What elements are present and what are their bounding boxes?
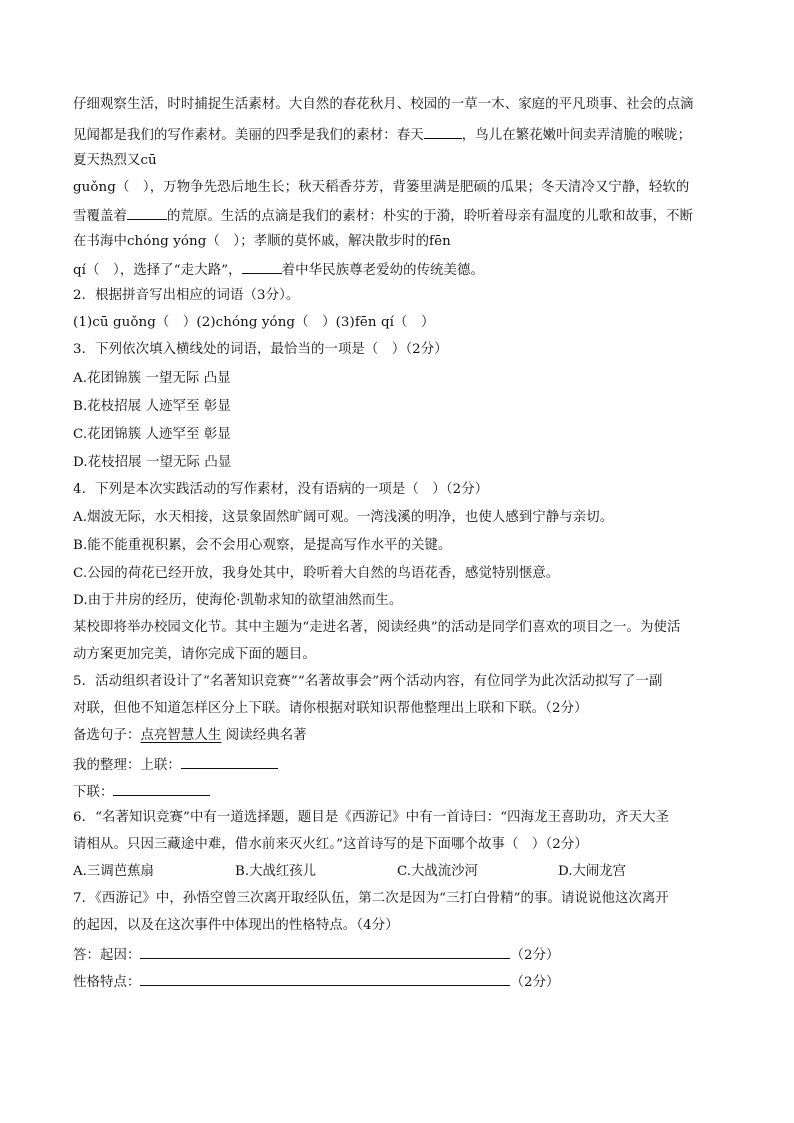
- q7-line-2: 的起因，以及在这次事件中体现出的性格特点。（4分）: [73, 918, 399, 933]
- passage-line-4: guǒng（ ），万物争先恐后地生长；秋天稻香芬芳，背篓里满是肥硕的瓜果；冬天清冷又宁静，轻软的: [73, 180, 690, 195]
- q3-option-a: A.花团锦簇 一望无际 凸显: [73, 371, 231, 386]
- passage-line-6: 在书海中chóng yóng（ ）；孝顺的莫怀戚，解决散步时的fēn: [73, 234, 451, 249]
- passage-text: qí（ ），选择了“走大路”，: [73, 263, 242, 278]
- fill-blank-3[interactable]: [242, 259, 282, 274]
- q3-option-c: C.花团锦簇 人迹罕至 彰显: [73, 427, 231, 442]
- fill-blank-1[interactable]: [424, 124, 462, 139]
- q5-upper-row: [73, 754, 278, 776]
- passage-text: 着中华民族尊老爱幼的传统美德。: [281, 263, 485, 278]
- intro-line-1: 某校即将举办校园文化节。其中主题为“走进名著，阅读经典”的活动是同学们喜欢的项目之一。为使活: [73, 620, 681, 635]
- q2-items: (1)cū guǒng（ ）(2)chóng yóng（ ）(3)fēn qí（ ）: [73, 315, 435, 330]
- q4-option-c: C.公园的荷花已经开放，我身处其中，聆听着大自然的鸟语花香，感觉特别惬意。: [73, 566, 560, 581]
- passage-line-2: [73, 124, 691, 146]
- passage-line-3: 夏天热烈又cū: [73, 153, 157, 168]
- q6-option-c: C.大战流沙河: [397, 864, 478, 879]
- lower-label: 下联：: [73, 785, 114, 800]
- q4-option-a: A.烟波无际，水天相接，这景象固然旷阔可观。一湾浅溪的明净，也使人感到宁静与亲切。: [73, 510, 614, 525]
- passage-text: 见闻都是我们的写作素材。美丽的四季是我们的素材：春天: [73, 128, 424, 143]
- cause-label: 答：起因：: [73, 948, 141, 963]
- passage-text: ，鸟儿在繁花嫩叶间卖弄清脆的喉咙；: [461, 128, 692, 143]
- passage-line-1: 仔细观察生活，时时捕捉生活素材。大自然的春花秋月、校园的一草一木、家庭的平凡琐事、社会的点滴: [73, 97, 694, 112]
- passage-line-5: [73, 205, 693, 227]
- q7-line-1: 7．《西游记》中，孙悟空曾三次离开取经队伍，第二次是因为“三打白骨精”的事。请说说他这次离开: [73, 891, 669, 906]
- fill-blank-2[interactable]: [127, 205, 167, 220]
- passage-text: 的荒原。生活的点滴是我们的素材：朴实的于漪，聆听着母亲有温度的儿歌和故事，不断: [166, 209, 694, 224]
- lower-answer-line[interactable]: [113, 781, 210, 796]
- q3-title: 3．下列依次填入横线处的词语，最恰当的一项是（ ）（2分）: [73, 342, 448, 357]
- q5-line-2: 对联，但他不知道怎样区分上下联。请你根据对联知识帮他整理出上联和下联。（2分）: [73, 701, 588, 716]
- passage-line-7: [73, 259, 484, 281]
- q7-trait-row: [73, 971, 560, 993]
- q4-title: 4．下列是本次实践活动的写作素材，没有语病的一项是（ ）（2分）: [73, 482, 489, 497]
- q6-option-d: D.大闹龙宫: [558, 864, 627, 879]
- trait-answer-line[interactable]: [140, 971, 510, 986]
- q4-option-d: D.由于井房的经历，使海伦·凯勒求知的欲望油然而生。: [73, 593, 403, 608]
- q6-option-b: B.大战红孩儿: [235, 864, 317, 879]
- q3-option-b: B.花枝招展 人迹罕至 彰显: [73, 399, 231, 414]
- sentence-a: 点亮智慧人生: [140, 728, 222, 743]
- intro-line-2: 动方案更加完美，请你完成下面的题目。: [73, 647, 316, 662]
- upper-label: 我的整理：上联：: [73, 758, 181, 773]
- q7-answer-row: [73, 944, 560, 966]
- trait-label: 性格特点：: [73, 975, 141, 990]
- q2-title: 2．根据拼音写出相应的词语（3分）。: [73, 288, 300, 303]
- score: （2分）: [510, 948, 560, 963]
- q6-line-2: 请相从。只因三藏途中难，借水前来灭火红。”这首诗写的是下面哪个故事（ ）（2分）: [73, 837, 588, 852]
- sentence-b: 阅读经典名著: [225, 728, 307, 743]
- q4-option-b: B.能不能重视积累，会不会用心观察，是提高写作水平的关键。: [73, 538, 452, 553]
- q6-option-a: A.三调芭蕉扇: [73, 864, 154, 879]
- score: （2分）: [510, 975, 560, 990]
- upper-answer-line[interactable]: [181, 754, 278, 769]
- q5-sentences: [73, 726, 307, 746]
- q3-option-d: D.花枝招展 一望无际 凸显: [73, 455, 232, 470]
- q5-lower-row: [73, 781, 210, 803]
- q6-line-1: 6．“名著知识竞赛”中有一道选择题，题目是《西游记》中有一首诗曰：“四海龙王喜助功，齐天大圣: [73, 810, 670, 825]
- cause-answer-line[interactable]: [140, 944, 510, 959]
- passage-text: 雪覆盖着: [73, 209, 127, 224]
- q5-line-1: 5．活动组织者设计了“名著知识竞赛”“名著故事会”两个活动内容，有位同学为此次活动拟写了一副: [73, 674, 663, 689]
- sentences-label: 备选句子：: [73, 728, 141, 743]
